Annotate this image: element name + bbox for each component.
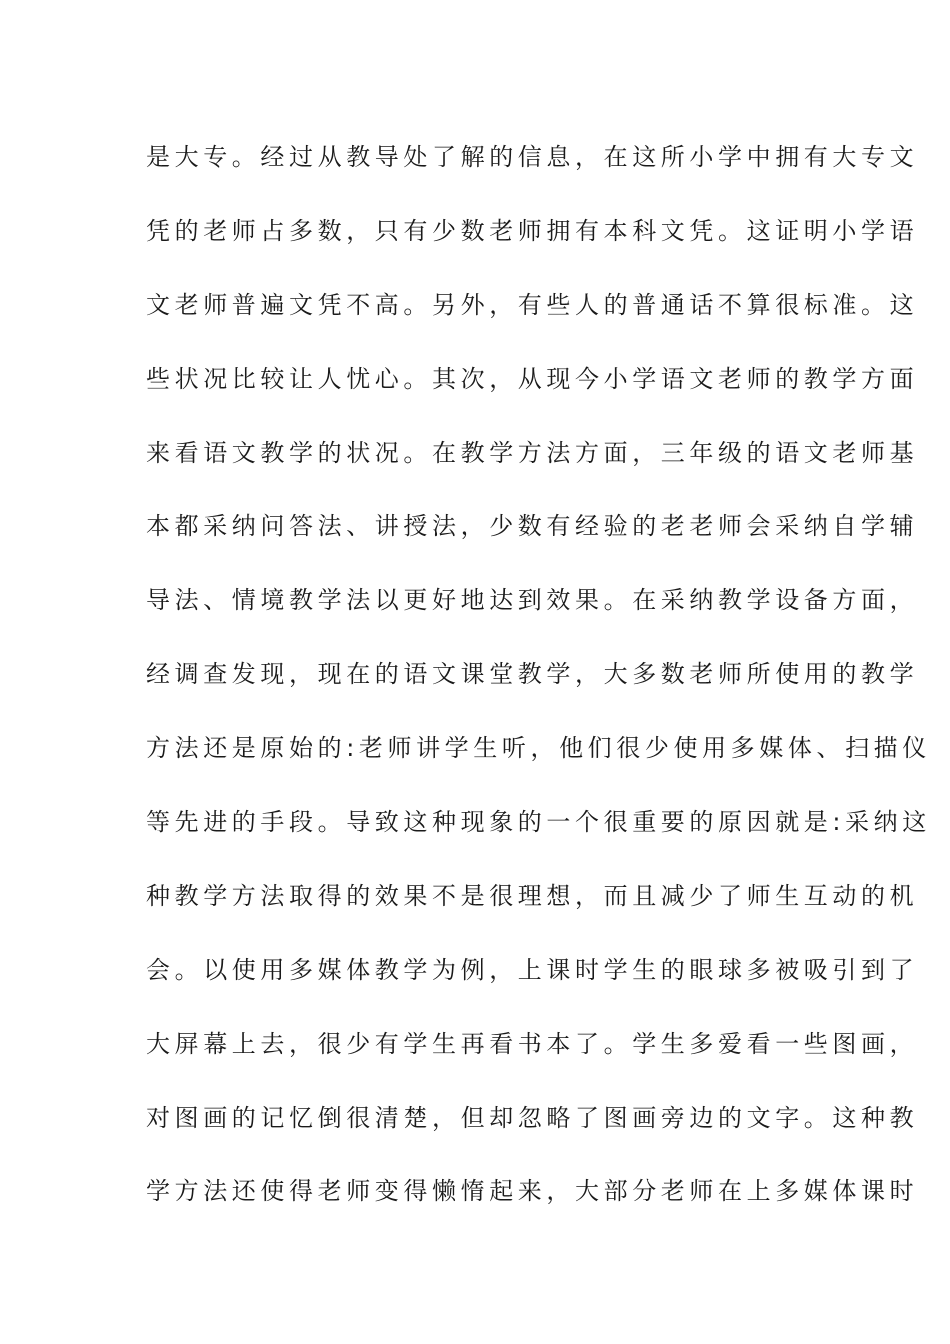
text-line: 种教学方法取得的效果不是很理想，而且减少了师生互动的机 [146, 881, 919, 910]
text-line: 对图画的记忆倒很清楚，但却忽略了图画旁边的文字。这种教 [146, 1103, 919, 1132]
text-line: 来看语文教学的状况。在教学方法方面，三年级的语文老师基 [146, 438, 919, 467]
text-line: 会。以使用多媒体教学为例，上课时学生的眼球多被吸引到了 [146, 955, 919, 984]
text-line: 导法、情境教学法以更好地达到效果。在采纳教学设备方面， [146, 586, 919, 615]
text-line: 本都采纳问答法、讲授法，少数有经验的老老师会采纳自学辅 [146, 512, 919, 541]
text-line: 文老师普遍文凭不高。另外，有些人的普通话不算很标准。这 [146, 290, 919, 319]
text-line: 方法还是原始的:老师讲学生听，他们很少使用多媒体、扫描仪 [146, 734, 931, 763]
text-line: 是大专。经过从教导处了解的信息，在这所小学中拥有大专文 [146, 143, 919, 171]
text-line: 大屏幕上去，很少有学生再看书本了。学生多爱看一些图画， [146, 1029, 919, 1058]
text-line: 等先进的手段。导致这种现象的一个很重要的原因就是:采纳这 [146, 808, 931, 837]
body-paragraph [146, 130, 931, 1238]
text-line: 凭的老师占多数，只有少数老师拥有本科文凭。这证明小学语 [146, 216, 919, 245]
text-line: 些状况比较让人忧心。其次，从现今小学语文老师的教学方面 [146, 364, 919, 393]
text-line: 经调查发现，现在的语文课堂教学，大多数老师所使用的教学 [146, 660, 919, 689]
text-line: 学方法还使得老师变得懒惰起来，大部分老师在上多媒体课时 [146, 1177, 919, 1206]
